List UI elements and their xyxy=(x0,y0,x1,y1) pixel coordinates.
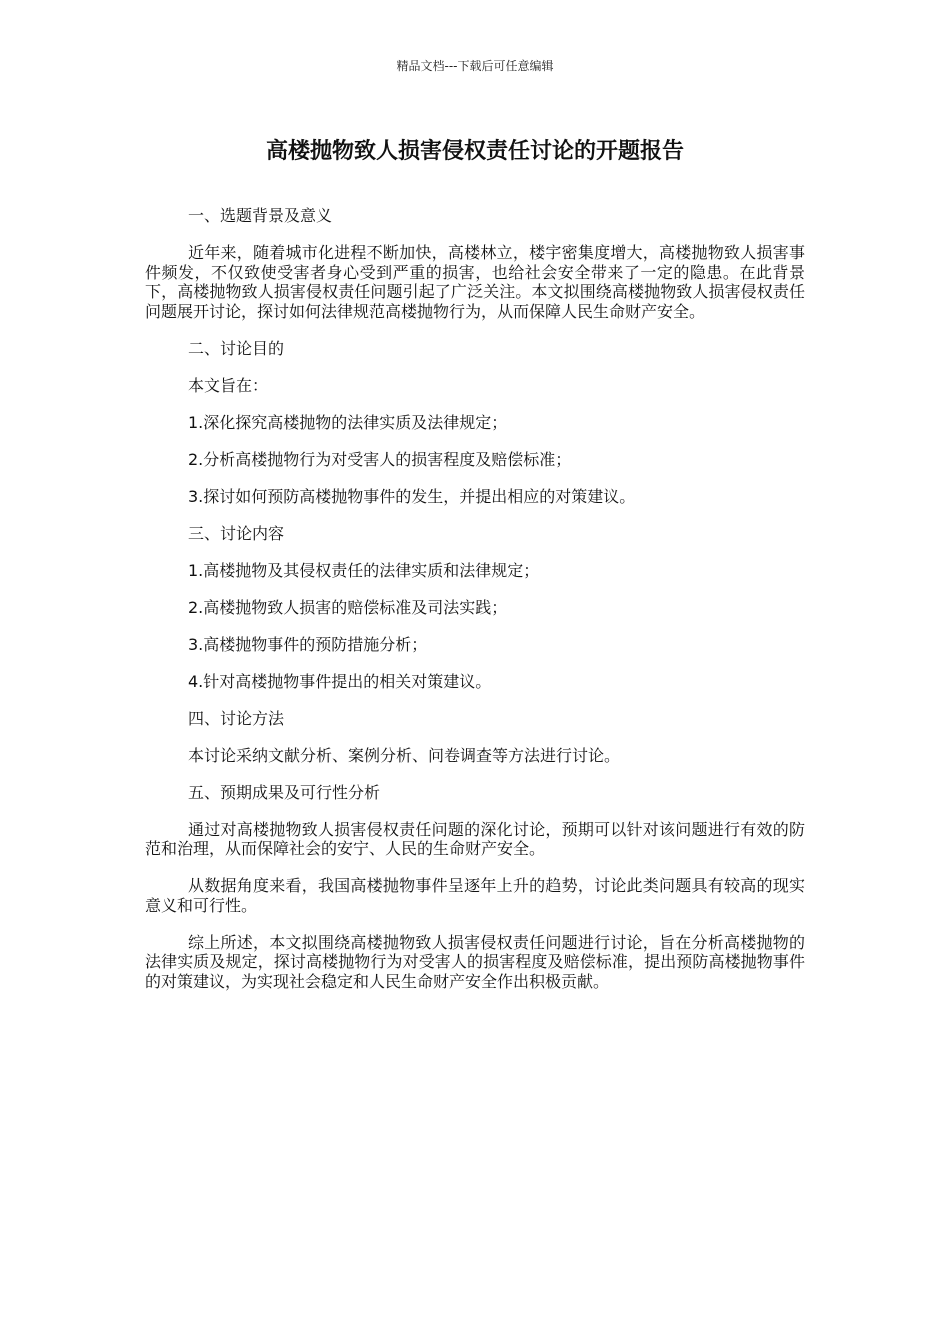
section-heading-method: 四、讨论方法 xyxy=(188,708,285,728)
page-header: 精品文档---下载后可任意编辑 xyxy=(396,59,554,73)
paragraph-background: 近年来，随着城市化进程不断加快，高楼林立，楼宇密集度增大，高楼抛物致人损害事件频发，不仅致使受害者身心受到严重的损害，也给社会安全带来了一定的隐患。在此背景下，高楼抛物致人损害侵权责任问题引起了广泛关注。本文拟围绕高楼抛物致人损害侵权责任问题展开讨论，探讨如何法律规范高楼抛物行为，从而保障人民生命财产安全。 xyxy=(145,243,805,321)
list-item-purpose-2: 2.分析高楼抛物行为对受害人的损害程度及赔偿标准； xyxy=(188,449,572,469)
list-item-content-1: 1.高楼抛物及其侵权责任的法律实质和法律规定； xyxy=(188,560,540,580)
list-item-content-3: 3.高楼抛物事件的预防措施分析； xyxy=(188,634,428,654)
paragraph-method: 本讨论采纳文献分析、案例分析、问卷调查等方法进行讨论。 xyxy=(188,745,621,765)
paragraph-conclusion: 综上所述，本文拟围绕高楼抛物致人损害侵权责任问题进行讨论，旨在分析高楼抛物的法律实质及规定，探讨高楼抛物行为对受害人的损害程度及赔偿标准，提出预防高楼抛物事件的对策建议，为实现社会稳定和人民生命财产安全作出积极贡献。 xyxy=(145,932,805,991)
section-heading-outcome: 五、预期成果及可行性分析 xyxy=(188,782,381,802)
section-heading-content: 三、讨论内容 xyxy=(188,523,285,543)
document-title: 高楼抛物致人损害侵权责任讨论的开题报告 xyxy=(265,139,684,164)
list-item-content-4: 4.针对高楼抛物事件提出的相关对策建议。 xyxy=(188,671,492,691)
paragraph-outcome-1: 通过对高楼抛物致人损害侵权责任问题的深化讨论，预期可以针对该问题进行有效的防范和治理，从而保障社会的安宁、人民的生命财产安全。 xyxy=(145,819,805,858)
section-heading-purpose: 二、讨论目的 xyxy=(188,338,285,358)
paragraph-outcome-2: 从数据角度来看，我国高楼抛物事件呈逐年上升的趋势，讨论此类问题具有较高的现实意义和可行性。 xyxy=(145,876,805,915)
list-item-purpose-3: 3.探讨如何预防高楼抛物事件的发生，并提出相应的对策建议。 xyxy=(188,486,636,506)
document-body xyxy=(145,206,805,1009)
paragraph-purpose-intro: 本文旨在： xyxy=(188,375,269,395)
list-item-content-2: 2.高楼抛物致人损害的赔偿标准及司法实践； xyxy=(188,597,508,617)
list-item-purpose-1: 1.深化探究高楼抛物的法律实质及法律规定； xyxy=(188,412,508,432)
section-heading-background: 一、选题背景及意义 xyxy=(188,206,333,225)
